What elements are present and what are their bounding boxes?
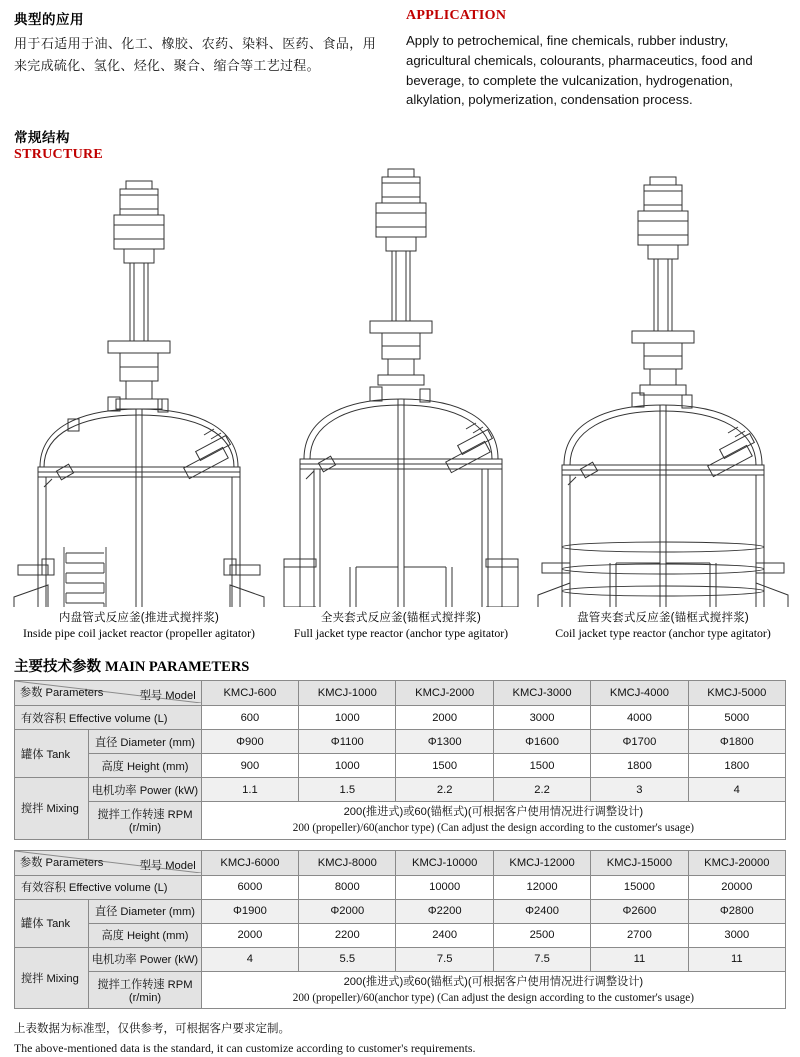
model-header: KMCJ-8000 [299,850,396,875]
cell-rpm-note [201,971,785,1008]
cell-power: 7.5 [493,947,590,971]
cell-height: 1800 [591,754,688,778]
cell-volume: 6000 [201,875,298,899]
parameters-heading [0,641,800,680]
application-en-title: APPLICATION [406,8,507,23]
row-label-power: 电机功率 Power (kW) [89,947,201,971]
application-section [0,0,800,110]
table-row [15,778,786,802]
parameters-title-en: MAIN PARAMETERS [105,659,250,676]
cell-volume: 5000 [688,706,785,730]
rpm-note-en: 200 (propeller)/60(anchor type) (Can adjust the design according to the customer's usage) [292,991,694,1004]
table-row [15,947,786,971]
model-header: KMCJ-10000 [396,850,493,875]
application-cn-body: 用于石适用于油、化工、橡胶、农药、染料、医药、食品，用来完成硫化、氢化、烃化、聚合、缩合等工艺过程。 [14,36,376,74]
model-header: KMCJ-600 [201,681,298,706]
model-header: KMCJ-6000 [201,850,298,875]
cell-diameter: Φ900 [201,730,298,754]
model-header: KMCJ-2000 [396,681,493,706]
cell-volume: 2000 [396,706,493,730]
row-label-height: 高度 Height (mm) [89,754,201,778]
corner-label-parameters: 参数 Parameters [20,856,104,869]
footer-note-en: The above-mentioned data is the standard, it can customize according to customer's requirements. [14,1040,476,1055]
corner-label-parameters: 参数 Parameters [20,687,104,700]
cell-power: 1.5 [299,778,396,802]
figure-inside-pipe-coil [8,167,270,641]
cell-power: 7.5 [396,947,493,971]
reactor-diagram-2 [270,167,532,607]
footer-note-cn: 上表数据为标准型，仅供参考，可根据客户要求定制。 [14,1023,290,1036]
cell-diameter: Φ2600 [591,899,688,923]
row-label-power: 电机功率 Power (kW) [89,778,201,802]
row-label-mixing: 搅拌 Mixing [15,947,89,1008]
table-corner-header [15,681,202,706]
cell-power: 4 [201,947,298,971]
cell-height: 1000 [299,754,396,778]
model-header: KMCJ-4000 [591,681,688,706]
cell-volume: 10000 [396,875,493,899]
corner-label-model: 型号 Model [139,859,196,872]
reactor-diagram-3 [532,167,794,607]
cell-volume: 3000 [493,706,590,730]
cell-rpm-note [201,802,785,839]
model-header: KMCJ-3000 [493,681,590,706]
figure-2-caption-en: Full jacket type reactor (anchor type agitator) [293,626,509,641]
structure-heading [0,110,800,163]
cell-diameter: Φ1300 [396,730,493,754]
table-row [15,802,786,839]
cell-volume: 8000 [299,875,396,899]
cell-power: 11 [591,947,688,971]
model-header: KMCJ-12000 [493,850,590,875]
cell-volume: 600 [201,706,298,730]
figure-full-jacket [270,167,532,641]
cell-volume: 4000 [591,706,688,730]
figure-1-caption-en: Inside pipe coil jacket reactor (propeller agitator) [23,626,255,641]
cell-power: 11 [688,947,785,971]
rpm-note-cn: 200(推进式)或60(锚框式)(可根据客户使用情况进行调整设计) [343,806,644,819]
cell-height: 2500 [493,923,590,947]
cell-height: 900 [201,754,298,778]
application-cn-title: 典型的应用 [14,12,84,27]
cell-power: 2.2 [493,778,590,802]
parameters-title-cn: 主要技术参数 [14,659,101,676]
table-row [15,706,786,730]
cell-height: 1500 [493,754,590,778]
row-label-mixing: 搅拌 Mixing [15,778,89,839]
cell-diameter: Φ2200 [396,899,493,923]
row-label-rpm: 搅拌工作转速 RPM (r/min) [89,971,201,1008]
footer-note [0,1019,800,1057]
cell-diameter: Φ1100 [299,730,396,754]
row-label-rpm: 搅拌工作转速 RPM (r/min) [89,802,201,839]
cell-height: 2400 [396,923,493,947]
row-label-volume: 有效容积 Effective volume (L) [15,875,202,899]
rpm-note-en: 200 (propeller)/60(anchor type) (Can adjust the design according to the customer's usage) [292,822,694,835]
cell-volume: 20000 [688,875,785,899]
application-chinese [14,8,400,110]
reactor-diagram-1 [8,167,270,607]
spec-table-2 [14,850,786,1009]
cell-diameter: Φ1600 [493,730,590,754]
table-row [15,971,786,1008]
rpm-note-cn: 200(推进式)或60(锚框式)(可根据客户使用情况进行调整设计) [343,975,644,988]
table-row [15,730,786,754]
row-label-diameter: 直径 Diameter (mm) [89,899,201,923]
cell-height: 3000 [688,923,785,947]
cell-power: 3 [591,778,688,802]
cell-height: 2000 [201,923,298,947]
cell-power: 4 [688,778,785,802]
table-row [15,899,786,923]
cell-height: 2200 [299,923,396,947]
model-header: KMCJ-20000 [688,850,785,875]
cell-diameter: Φ2400 [493,899,590,923]
spec-table-2-wrap [0,850,800,1009]
structure-en-title: STRUCTURE [14,147,104,163]
row-label-volume: 有效容积 Effective volume (L) [15,706,202,730]
model-header: KMCJ-15000 [591,850,688,875]
structure-figures [0,163,800,641]
cell-power: 1.1 [201,778,298,802]
cell-diameter: Φ1800 [688,730,785,754]
application-english [400,8,786,110]
figure-3-caption-cn: 盘管夹套式反应釜(锚框式搅拌浆) [577,612,749,625]
figure-coil-jacket [532,167,794,641]
cell-diameter: Φ1900 [201,899,298,923]
cell-height: 2700 [591,923,688,947]
cell-power: 5.5 [299,947,396,971]
row-label-diameter: 直径 Diameter (mm) [89,730,201,754]
row-label-tank: 罐体 Tank [15,730,89,778]
table-row [15,923,786,947]
figure-3-caption-en: Coil jacket type reactor (anchor type agitator) [555,626,771,641]
table-row [15,875,786,899]
cell-diameter: Φ2000 [299,899,396,923]
cell-height: 1500 [396,754,493,778]
cell-volume: 15000 [591,875,688,899]
model-header: KMCJ-1000 [299,681,396,706]
cell-diameter: Φ1700 [591,730,688,754]
cell-height: 1800 [688,754,785,778]
table-row [15,850,786,875]
row-label-tank: 罐体 Tank [15,899,89,947]
table-row [15,681,786,706]
application-en-body: Apply to petrochemical, fine chemicals, rubber industry, agricultural chemicals, colourants, pharmaceutics, food and beverage, to complete the vulcanization, hydrogenation, alkylation, polymerization, condensation process. [406,33,753,108]
spec-table-1 [14,680,786,839]
figure-1-caption-cn: 内盘管式反应釜(推进式搅拌浆) [58,612,220,625]
structure-cn-title: 常规结构 [14,130,70,146]
cell-volume: 12000 [493,875,590,899]
model-header: KMCJ-5000 [688,681,785,706]
table-row [15,754,786,778]
table-corner-header [15,850,202,875]
figure-2-caption-cn: 全夹套式反应釜(锚框式搅拌浆) [320,612,482,625]
row-label-height: 高度 Height (mm) [89,923,201,947]
corner-label-model: 型号 Model [139,690,196,703]
cell-power: 2.2 [396,778,493,802]
cell-diameter: Φ2800 [688,899,785,923]
cell-volume: 1000 [299,706,396,730]
spec-table-1-wrap [0,680,800,839]
